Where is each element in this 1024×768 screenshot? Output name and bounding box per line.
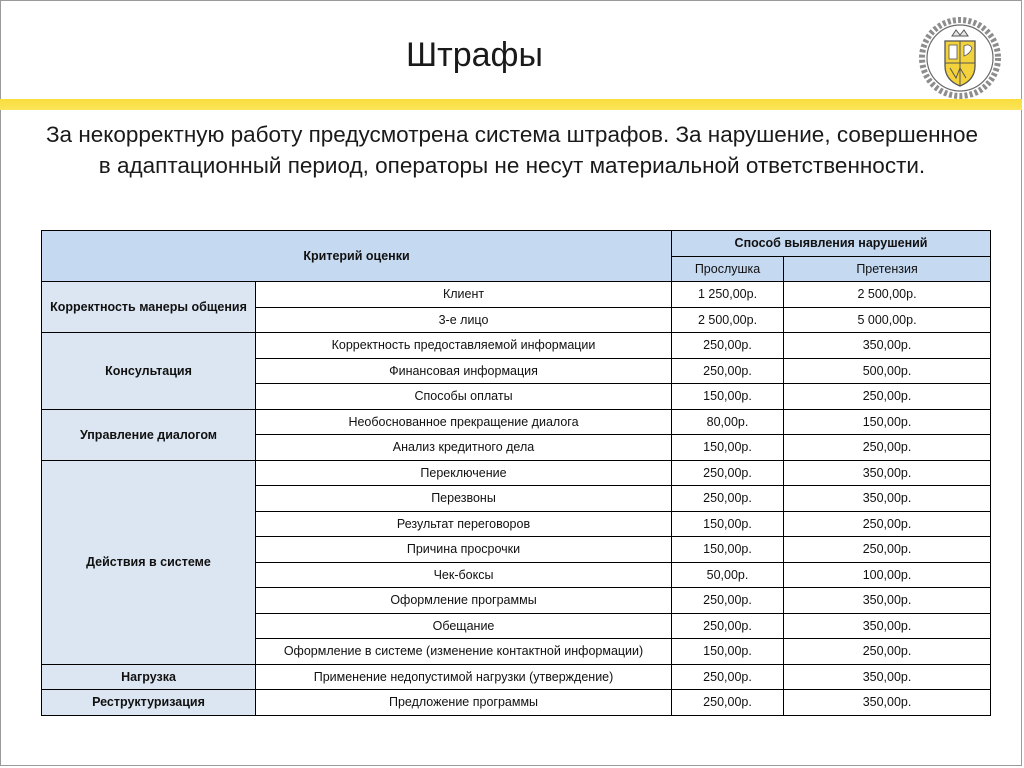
claim-value: 5 000,00р. [784, 307, 991, 333]
table-row [42, 460, 991, 486]
intro-text: За некорректную работу предусмотрена система штрафов. За нарушение, совершенное в адаптационный период, операторы не несут материальной ответственности. [45, 122, 979, 178]
listen-value: 150,00р. [672, 537, 784, 563]
claim-value: 150,00р. [784, 409, 991, 435]
listen-value: 250,00р. [672, 664, 784, 690]
listen-value: 1 250,00р. [672, 282, 784, 308]
category-cell: Управление диалогом [42, 409, 256, 460]
header-listen: Прослушка [672, 256, 784, 282]
listen-value: 250,00р. [672, 486, 784, 512]
listen-value: 250,00р. [672, 588, 784, 614]
listen-value: 250,00р. [672, 690, 784, 716]
claim-value: 350,00р. [784, 486, 991, 512]
criterion-cell: Финансовая информация [256, 358, 672, 384]
listen-value: 150,00р. [672, 384, 784, 410]
category-cell: Консультация [42, 333, 256, 410]
category-cell: Нагрузка [42, 664, 256, 690]
claim-value: 250,00р. [784, 384, 991, 410]
claim-value: 350,00р. [784, 664, 991, 690]
table-row [42, 409, 991, 435]
bank-crest-icon [918, 16, 1002, 100]
category-cell: Действия в системе [42, 460, 256, 664]
claim-value: 250,00р. [784, 537, 991, 563]
criterion-cell: Применение недопустимой нагрузки (утверждение) [256, 664, 672, 690]
claim-value: 500,00р. [784, 358, 991, 384]
criterion-cell: Оформление в системе (изменение контактной информации) [256, 639, 672, 665]
slide-title: Штрафы [406, 36, 543, 74]
claim-value: 250,00р. [784, 435, 991, 461]
criterion-cell: Клиент [256, 282, 672, 308]
criterion-cell: Обещание [256, 613, 672, 639]
table-row [42, 690, 991, 716]
table-row [42, 664, 991, 690]
criterion-cell: Результат переговоров [256, 511, 672, 537]
claim-value: 250,00р. [784, 639, 991, 665]
listen-value: 2 500,00р. [672, 307, 784, 333]
listen-value: 50,00р. [672, 562, 784, 588]
criterion-cell: Перезвоны [256, 486, 672, 512]
listen-value: 150,00р. [672, 511, 784, 537]
listen-value: 250,00р. [672, 358, 784, 384]
header-method: Способ выявления нарушений [672, 231, 991, 257]
fines-table [41, 230, 991, 716]
accent-bar [0, 99, 1022, 110]
claim-value: 2 500,00р. [784, 282, 991, 308]
claim-value: 250,00р. [784, 511, 991, 537]
listen-value: 250,00р. [672, 333, 784, 359]
claim-value: 350,00р. [784, 460, 991, 486]
criterion-cell: Переключение [256, 460, 672, 486]
listen-value: 150,00р. [672, 435, 784, 461]
category-cell: Реструктуризация [42, 690, 256, 716]
claim-value: 100,00р. [784, 562, 991, 588]
criterion-cell: Корректность предоставляемой информации [256, 333, 672, 359]
header-claim: Претензия [784, 256, 991, 282]
criterion-cell: Причина просрочки [256, 537, 672, 563]
claim-value: 350,00р. [784, 613, 991, 639]
table-row [42, 333, 991, 359]
criterion-cell: Необоснованное прекращение диалога [256, 409, 672, 435]
criterion-cell: Предложение программы [256, 690, 672, 716]
listen-value: 80,00р. [672, 409, 784, 435]
criterion-cell: Оформление программы [256, 588, 672, 614]
listen-value: 150,00р. [672, 639, 784, 665]
criterion-cell: Чек-боксы [256, 562, 672, 588]
claim-value: 350,00р. [784, 690, 991, 716]
claim-value: 350,00р. [784, 333, 991, 359]
listen-value: 250,00р. [672, 460, 784, 486]
criterion-cell: Способы оплаты [256, 384, 672, 410]
criterion-cell: 3-е лицо [256, 307, 672, 333]
claim-value: 350,00р. [784, 588, 991, 614]
table-row [42, 282, 991, 308]
category-cell: Корректность манеры общения [42, 282, 256, 333]
criterion-cell: Анализ кредитного дела [256, 435, 672, 461]
header-criterion: Критерий оценки [42, 231, 672, 282]
listen-value: 250,00р. [672, 613, 784, 639]
